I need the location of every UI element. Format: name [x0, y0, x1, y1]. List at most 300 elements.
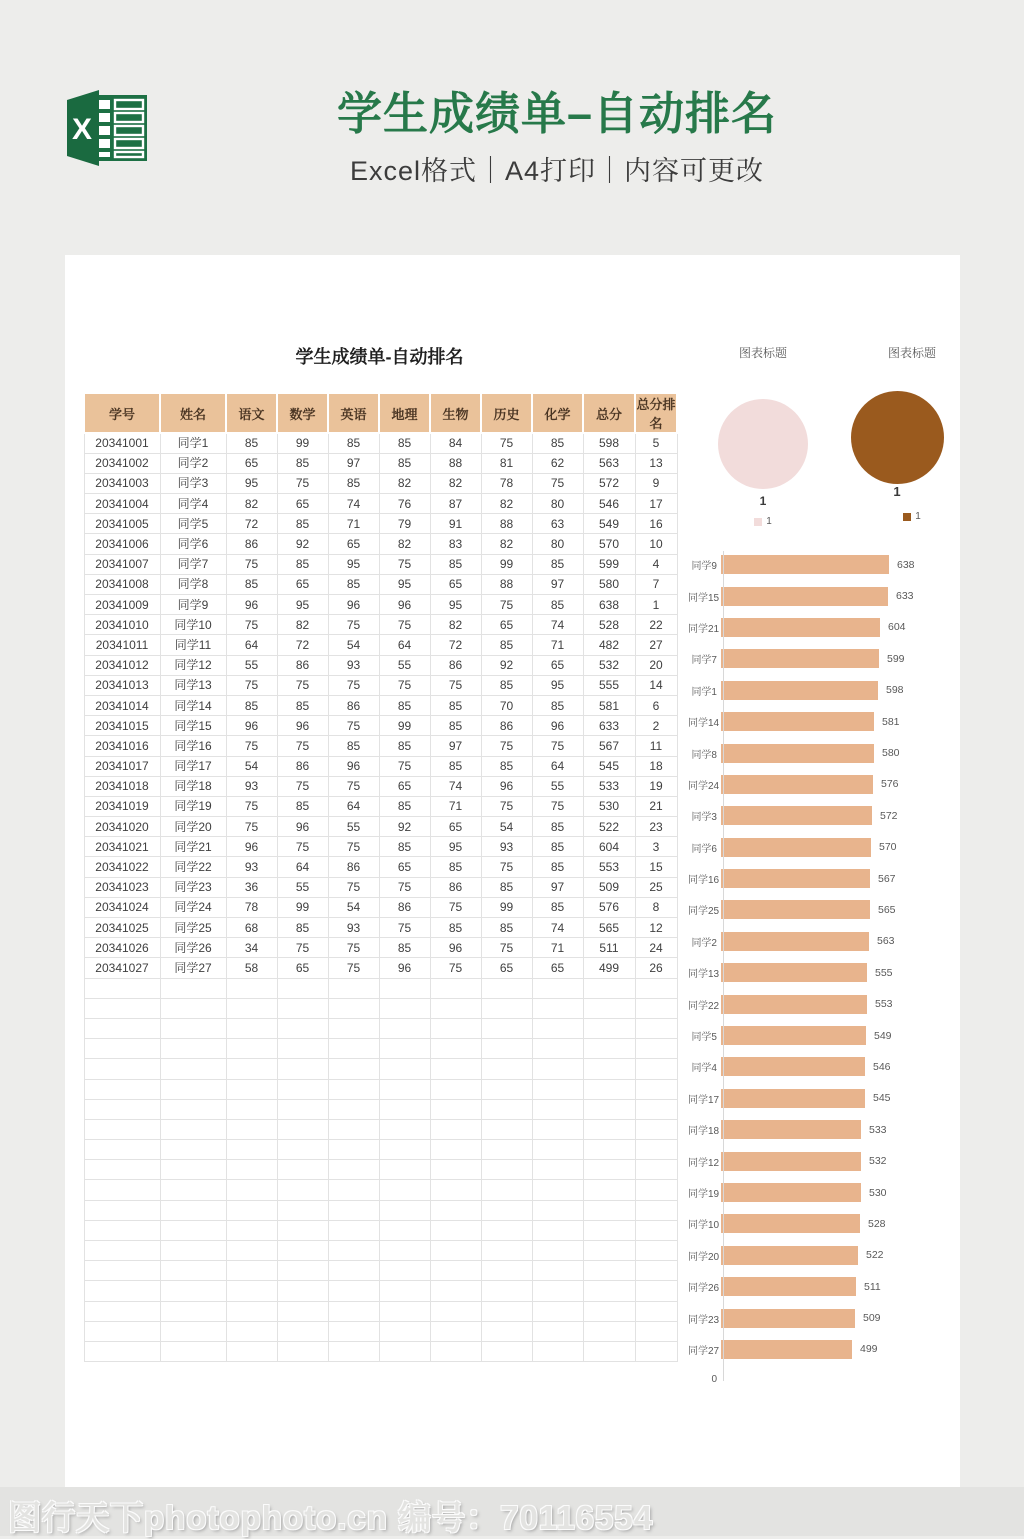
- bar-value-label: 522: [866, 1249, 884, 1262]
- table-cell: 22: [635, 615, 677, 635]
- table-cell: 21: [635, 796, 677, 816]
- empty-cell: [84, 1160, 160, 1180]
- empty-cell: [84, 1261, 160, 1281]
- table-cell: 34: [226, 938, 277, 958]
- table-cell: 12: [635, 918, 677, 938]
- table-cell: 75: [328, 716, 379, 736]
- table-cell: 85: [532, 595, 583, 615]
- table-cell: 79: [379, 514, 430, 534]
- empty-cell: [226, 1160, 277, 1180]
- bar-value-label: 511: [864, 1280, 881, 1293]
- bar-row: [688, 1083, 960, 1114]
- empty-cell: [277, 1281, 328, 1301]
- empty-cell: [277, 1341, 328, 1361]
- pie1-legend: [690, 516, 836, 527]
- table-cell: 54: [481, 817, 532, 837]
- table-cell: 85: [481, 635, 532, 655]
- empty-cell: [160, 1180, 226, 1200]
- empty-cell: [379, 998, 430, 1018]
- empty-cell: [84, 978, 160, 998]
- empty-cell: [532, 1180, 583, 1200]
- empty-cell: [226, 978, 277, 998]
- table-cell: 96: [277, 817, 328, 837]
- empty-cell: [84, 1341, 160, 1361]
- table-cell: 20341018: [84, 776, 160, 796]
- empty-cell: [328, 1281, 379, 1301]
- empty-cell: [532, 1220, 583, 1240]
- table-cell: 96: [430, 938, 481, 958]
- empty-cell: [430, 1079, 481, 1099]
- empty-cell: [226, 1261, 277, 1281]
- pie1-legend-label: 1: [766, 516, 772, 527]
- empty-cell: [532, 1321, 583, 1341]
- column-header: 英语: [328, 393, 379, 433]
- empty-cell: [532, 1200, 583, 1220]
- bar-value-label: 576: [881, 778, 899, 791]
- empty-cell: [226, 1180, 277, 1200]
- table-cell: 同学15: [160, 716, 226, 736]
- pie1-slice: [718, 399, 808, 489]
- table-cell: 82: [430, 473, 481, 493]
- bar-value-label: 545: [873, 1092, 891, 1105]
- pie1-legend-swatch: [754, 518, 762, 526]
- table-cell: 70: [481, 695, 532, 715]
- table-cell: 62: [532, 453, 583, 473]
- empty-cell: [379, 1099, 430, 1119]
- table-cell: 65: [277, 574, 328, 594]
- empty-cell: [481, 1301, 532, 1321]
- table-cell: 85: [277, 514, 328, 534]
- bar: [721, 744, 874, 763]
- table-cell: 96: [328, 756, 379, 776]
- bar-category-label: 同学19: [688, 1189, 720, 1200]
- table-cell: 580: [583, 574, 635, 594]
- table-cell: 80: [532, 494, 583, 514]
- empty-cell: [328, 1119, 379, 1139]
- empty-row: [84, 1140, 677, 1160]
- bar-category-label: 同学20: [688, 1251, 720, 1263]
- empty-row: [84, 1018, 677, 1038]
- table-row: [84, 716, 677, 736]
- empty-cell: [328, 1261, 379, 1281]
- empty-cell: [84, 998, 160, 1018]
- bar: [721, 1214, 860, 1233]
- table-cell: 17: [635, 494, 677, 514]
- table-cell: 20341022: [84, 857, 160, 877]
- table-cell: 85: [430, 756, 481, 776]
- table-cell: 同学9: [160, 595, 226, 615]
- column-header: 总分: [583, 393, 635, 433]
- empty-cell: [481, 1200, 532, 1220]
- table-cell: 19: [635, 776, 677, 796]
- table-cell: 同学18: [160, 776, 226, 796]
- table-cell: 85: [277, 453, 328, 473]
- table-cell: 75: [277, 776, 328, 796]
- table-cell: 85: [379, 453, 430, 473]
- empty-cell: [379, 1119, 430, 1139]
- empty-cell: [635, 1119, 677, 1139]
- table-cell: 65: [481, 958, 532, 978]
- empty-cell: [226, 1220, 277, 1240]
- bar-category-label: 同学7: [691, 655, 717, 667]
- table-cell: 75: [328, 958, 379, 978]
- empty-cell: [532, 1140, 583, 1160]
- empty-cell: [328, 1321, 379, 1341]
- bar-value-label: 549: [874, 1029, 892, 1042]
- table-cell: 528: [583, 615, 635, 635]
- table-cell: 75: [430, 897, 481, 917]
- empty-cell: [532, 1241, 583, 1261]
- table-cell: 68: [226, 918, 277, 938]
- empty-cell: [481, 1140, 532, 1160]
- table-cell: 65: [532, 958, 583, 978]
- empty-cell: [379, 1140, 430, 1160]
- table-cell: 85: [430, 857, 481, 877]
- empty-cell: [481, 1281, 532, 1301]
- empty-cell: [84, 1220, 160, 1240]
- table-row: [84, 695, 677, 715]
- table-cell: 75: [277, 473, 328, 493]
- table-cell: 同学4: [160, 494, 226, 514]
- table-cell: 533: [583, 776, 635, 796]
- empty-cell: [430, 1140, 481, 1160]
- table-cell: 85: [532, 817, 583, 837]
- table-cell: 95: [430, 837, 481, 857]
- table-cell: 85: [532, 554, 583, 574]
- bar-row: [688, 1271, 960, 1302]
- empty-cell: [226, 1018, 277, 1038]
- empty-cell: [481, 1119, 532, 1139]
- bar: [721, 1340, 852, 1359]
- table-cell: 64: [328, 796, 379, 816]
- bar-row: [688, 1114, 960, 1145]
- bar-row: [688, 1302, 960, 1333]
- bar-value-label: 581: [882, 715, 900, 728]
- table-cell: 97: [430, 736, 481, 756]
- table-cell: 10: [635, 534, 677, 554]
- bar-value-label: 546: [873, 1060, 891, 1073]
- bar-row: [688, 706, 960, 737]
- table-cell: 75: [328, 675, 379, 695]
- bar-category-label: 同学24: [688, 780, 720, 792]
- empty-cell: [226, 1200, 277, 1220]
- empty-cell: [430, 1301, 481, 1321]
- table-cell: 20341004: [84, 494, 160, 514]
- bar-category-label: 同学8: [691, 749, 717, 761]
- empty-cell: [635, 1200, 677, 1220]
- axis-origin-label: 0: [711, 1373, 717, 1385]
- empty-cell: [160, 1059, 226, 1079]
- empty-cell: [226, 1281, 277, 1301]
- empty-cell: [277, 1261, 328, 1281]
- empty-row: [84, 1059, 677, 1079]
- table-cell: 同学2: [160, 453, 226, 473]
- table-cell: 11: [635, 736, 677, 756]
- table-cell: 55: [328, 817, 379, 837]
- table-cell: 55: [532, 776, 583, 796]
- empty-cell: [328, 1180, 379, 1200]
- bar-value-label: 599: [887, 652, 905, 665]
- bar: [721, 1152, 861, 1171]
- table-row: [84, 473, 677, 493]
- bar: [721, 1089, 865, 1108]
- empty-cell: [583, 1200, 635, 1220]
- table-cell: 74: [430, 776, 481, 796]
- empty-cell: [328, 1200, 379, 1220]
- table-cell: 75: [481, 857, 532, 877]
- empty-cell: [84, 1079, 160, 1099]
- empty-cell: [532, 1079, 583, 1099]
- bar: [721, 963, 867, 982]
- table-cell: 96: [277, 716, 328, 736]
- grades-table-body: [84, 433, 677, 1362]
- table-cell: 75: [481, 595, 532, 615]
- table-cell: 同学23: [160, 877, 226, 897]
- bar-category-label: 同学3: [691, 812, 717, 824]
- empty-cell: [379, 1220, 430, 1240]
- bar-row: [688, 1208, 960, 1239]
- table-cell: 65: [532, 655, 583, 675]
- empty-cell: [160, 1200, 226, 1220]
- bar-value-label: 580: [882, 747, 900, 760]
- empty-cell: [430, 1180, 481, 1200]
- table-cell: 85: [481, 756, 532, 776]
- empty-cell: [532, 998, 583, 1018]
- empty-cell: [481, 1261, 532, 1281]
- empty-cell: [160, 1241, 226, 1261]
- bar-category-label: 同学17: [688, 1094, 720, 1106]
- table-cell: 54: [328, 635, 379, 655]
- empty-cell: [160, 1160, 226, 1180]
- empty-cell: [160, 1079, 226, 1099]
- table-cell: 同学26: [160, 938, 226, 958]
- table-cell: 86: [430, 877, 481, 897]
- empty-cell: [430, 1160, 481, 1180]
- table-row: [84, 897, 677, 917]
- empty-cell: [84, 1241, 160, 1261]
- table-cell: 85: [532, 857, 583, 877]
- empty-cell: [635, 1301, 677, 1321]
- bar-category-label: 同学18: [688, 1126, 720, 1138]
- bar-row: [688, 1051, 960, 1082]
- empty-cell: [635, 1160, 677, 1180]
- empty-cell: [583, 1341, 635, 1361]
- table-cell: 20341013: [84, 675, 160, 695]
- bar-category-label: 同学15: [688, 592, 720, 604]
- table-cell: 85: [532, 897, 583, 917]
- bar-row: [688, 1334, 960, 1365]
- bar-category-label: 同学1: [691, 686, 717, 698]
- bar-row: [688, 894, 960, 925]
- empty-row: [84, 1180, 677, 1200]
- empty-cell: [379, 1281, 430, 1301]
- table-cell: 20341010: [84, 615, 160, 635]
- bar: [721, 775, 873, 794]
- table-cell: 75: [226, 736, 277, 756]
- table-cell: 85: [328, 736, 379, 756]
- bar: [721, 1120, 861, 1139]
- empty-cell: [160, 1018, 226, 1038]
- table-cell: 85: [430, 716, 481, 736]
- bar-row: [688, 957, 960, 988]
- bar: [721, 838, 871, 857]
- empty-cell: [277, 1119, 328, 1139]
- table-cell: 同学3: [160, 473, 226, 493]
- table-cell: 85: [277, 918, 328, 938]
- table-cell: 95: [430, 595, 481, 615]
- empty-cell: [635, 1140, 677, 1160]
- svg-text:X: X: [71, 113, 93, 146]
- table-cell: 7: [635, 574, 677, 594]
- table-cell: 563: [583, 453, 635, 473]
- empty-cell: [277, 1301, 328, 1321]
- table-cell: 82: [226, 494, 277, 514]
- table-cell: 95: [379, 574, 430, 594]
- table-cell: 4: [635, 554, 677, 574]
- bar-row: [688, 1177, 960, 1208]
- table-cell: 86: [226, 534, 277, 554]
- bar-value-label: 604: [888, 621, 906, 634]
- table-cell: 99: [277, 433, 328, 453]
- table-cell: 82: [379, 473, 430, 493]
- table-cell: 99: [481, 897, 532, 917]
- empty-cell: [277, 1059, 328, 1079]
- table-row: [84, 433, 677, 453]
- bar-category-label: 同学5: [691, 1032, 717, 1044]
- table-cell: 63: [532, 514, 583, 534]
- empty-cell: [84, 1321, 160, 1341]
- table-cell: 75: [328, 776, 379, 796]
- column-header: 生物: [430, 393, 481, 433]
- bar: [721, 1246, 858, 1265]
- table-cell: 同学13: [160, 675, 226, 695]
- table-cell: 92: [481, 655, 532, 675]
- empty-cell: [328, 998, 379, 1018]
- bar: [721, 712, 874, 731]
- table-row: [84, 655, 677, 675]
- column-header: 数学: [277, 393, 328, 433]
- empty-cell: [379, 1180, 430, 1200]
- table-cell: 65: [379, 857, 430, 877]
- bar-category-label: 同学26: [688, 1283, 720, 1295]
- table-cell: 85: [430, 918, 481, 938]
- table-cell: 20341027: [84, 958, 160, 978]
- bar-category-label: 同学25: [688, 906, 720, 918]
- table-cell: 20341006: [84, 534, 160, 554]
- empty-cell: [84, 1140, 160, 1160]
- table-cell: 95: [328, 554, 379, 574]
- empty-cell: [583, 1099, 635, 1119]
- empty-cell: [379, 1200, 430, 1220]
- empty-cell: [481, 1220, 532, 1240]
- empty-cell: [481, 1321, 532, 1341]
- table-cell: 572: [583, 473, 635, 493]
- table-row: [84, 554, 677, 574]
- table-cell: 20341003: [84, 473, 160, 493]
- empty-cell: [328, 1140, 379, 1160]
- table-row: [84, 958, 677, 978]
- table-cell: 同学10: [160, 615, 226, 635]
- bar-value-label: 633: [896, 590, 914, 603]
- table-cell: 91: [430, 514, 481, 534]
- bar-value-label: 533: [869, 1123, 887, 1136]
- table-cell: 85: [328, 473, 379, 493]
- empty-cell: [277, 1321, 328, 1341]
- bar: [721, 587, 888, 606]
- table-cell: 565: [583, 918, 635, 938]
- table-row: [84, 837, 677, 857]
- table-row: [84, 817, 677, 837]
- empty-cell: [379, 1160, 430, 1180]
- page-subtitle: Excel格式｜A4打印｜内容可更改: [349, 155, 765, 186]
- bar-row: [688, 800, 960, 831]
- empty-cell: [481, 1341, 532, 1361]
- empty-cell: [277, 998, 328, 1018]
- bar: [721, 932, 869, 951]
- table-cell: 64: [379, 635, 430, 655]
- table-cell: 54: [328, 897, 379, 917]
- empty-cell: [379, 1301, 430, 1321]
- bar: [721, 618, 880, 637]
- empty-row: [84, 1321, 677, 1341]
- table-row: [84, 877, 677, 897]
- table-cell: 84: [430, 433, 481, 453]
- table-cell: 65: [481, 615, 532, 635]
- bar-value-label: 532: [869, 1155, 887, 1168]
- empty-cell: [635, 1261, 677, 1281]
- table-cell: 93: [481, 837, 532, 857]
- empty-cell: [481, 978, 532, 998]
- pie2-slice: [851, 391, 944, 484]
- table-cell: 553: [583, 857, 635, 877]
- empty-cell: [635, 1079, 677, 1099]
- empty-cell: [160, 1039, 226, 1059]
- bar-value-label: 567: [878, 872, 896, 885]
- table-cell: 75: [430, 958, 481, 978]
- empty-cell: [277, 1140, 328, 1160]
- table-cell: 20341009: [84, 595, 160, 615]
- table-cell: 20: [635, 655, 677, 675]
- table-cell: 75: [277, 837, 328, 857]
- empty-cell: [277, 1079, 328, 1099]
- empty-row: [84, 998, 677, 1018]
- table-cell: 85: [379, 736, 430, 756]
- empty-cell: [328, 1099, 379, 1119]
- table-cell: 20341001: [84, 433, 160, 453]
- bar-category-label: 同学12: [688, 1157, 720, 1169]
- table-cell: 71: [532, 938, 583, 958]
- table-cell: 85: [226, 433, 277, 453]
- bar: [721, 900, 870, 919]
- table-cell: 同学27: [160, 958, 226, 978]
- bar-row: [688, 612, 960, 643]
- empty-cell: [226, 1341, 277, 1361]
- table-cell: 同学20: [160, 817, 226, 837]
- table-cell: 74: [532, 615, 583, 635]
- table-cell: 64: [532, 756, 583, 776]
- bar: [721, 869, 870, 888]
- table-cell: 同学11: [160, 635, 226, 655]
- pie2-legend: [838, 511, 986, 522]
- bar-value-label: 572: [880, 809, 898, 822]
- empty-cell: [430, 1119, 481, 1139]
- column-header: 化学: [532, 393, 583, 433]
- table-cell: 75: [481, 433, 532, 453]
- empty-row: [84, 1200, 677, 1220]
- empty-row: [84, 978, 677, 998]
- bar: [721, 681, 878, 700]
- table-cell: 14: [635, 675, 677, 695]
